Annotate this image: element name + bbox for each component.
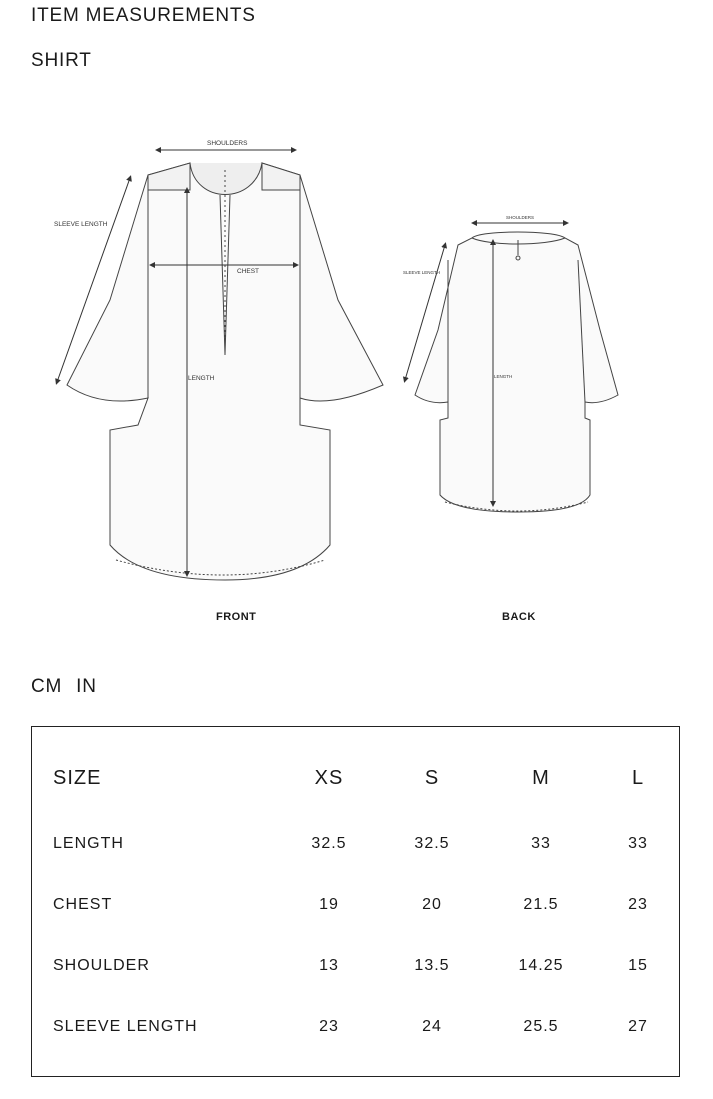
table-cell: 27 bbox=[628, 1018, 648, 1035]
row-label: LENGTH bbox=[53, 835, 124, 852]
row-label: SHOULDER bbox=[53, 957, 150, 974]
back-shoulders-label: SHOULDERS bbox=[506, 215, 535, 220]
table-row bbox=[32, 1018, 679, 1048]
table-row bbox=[32, 835, 679, 865]
row-label: SLEEVE LENGTH bbox=[53, 1018, 198, 1035]
front-shoulders-label: SHOULDERS bbox=[207, 140, 248, 147]
size-header-cell: L bbox=[631, 767, 645, 789]
table-row bbox=[32, 896, 679, 926]
table-cell: 23 bbox=[319, 1018, 339, 1035]
table-row bbox=[32, 957, 679, 987]
table-cell: 19 bbox=[319, 896, 339, 913]
product-type-heading: SHIRT bbox=[31, 50, 92, 71]
table-cell: 21.5 bbox=[523, 896, 559, 913]
table-cell: 25.5 bbox=[523, 1018, 559, 1035]
table-cell: 13.5 bbox=[414, 957, 450, 974]
table-header-row bbox=[32, 767, 679, 797]
size-header-cell: S bbox=[424, 767, 440, 789]
table-cell: 13 bbox=[319, 957, 339, 974]
back-garment-drawing bbox=[415, 232, 618, 512]
table-cell: 33 bbox=[628, 835, 648, 852]
unit-cm-button[interactable]: CM bbox=[31, 676, 63, 697]
unit-toggle bbox=[31, 676, 111, 698]
size-header-cell: XS bbox=[314, 767, 344, 789]
measurement-diagram bbox=[0, 95, 713, 655]
table-cell: 32.5 bbox=[414, 835, 450, 852]
table-cell: 23 bbox=[628, 896, 648, 913]
back-sleeve-label: SLEEVE LENGTH bbox=[403, 270, 441, 275]
table-cell: 24 bbox=[422, 1018, 442, 1035]
back-caption: BACK bbox=[502, 611, 536, 623]
front-sleeve-label: SLEEVE LENGTH bbox=[54, 221, 108, 228]
back-length-label: LENGTH bbox=[494, 374, 513, 379]
front-garment-drawing bbox=[67, 163, 383, 580]
size-chart-table bbox=[31, 726, 680, 1077]
unit-in-button[interactable]: IN bbox=[76, 676, 97, 697]
size-header-label: SIZE bbox=[53, 767, 102, 789]
front-chest-label: CHEST bbox=[237, 268, 260, 275]
table-cell: 14.25 bbox=[518, 957, 564, 974]
table-cell: 32.5 bbox=[311, 835, 347, 852]
table-cell: 33 bbox=[531, 835, 551, 852]
front-caption: FRONT bbox=[216, 611, 257, 623]
page-title: ITEM MEASUREMENTS bbox=[31, 5, 256, 26]
table-cell: 15 bbox=[628, 957, 648, 974]
row-label: CHEST bbox=[53, 896, 113, 913]
table-cell: 20 bbox=[422, 896, 442, 913]
size-header-cell: M bbox=[532, 767, 550, 789]
front-length-label: LENGTH bbox=[188, 375, 215, 382]
